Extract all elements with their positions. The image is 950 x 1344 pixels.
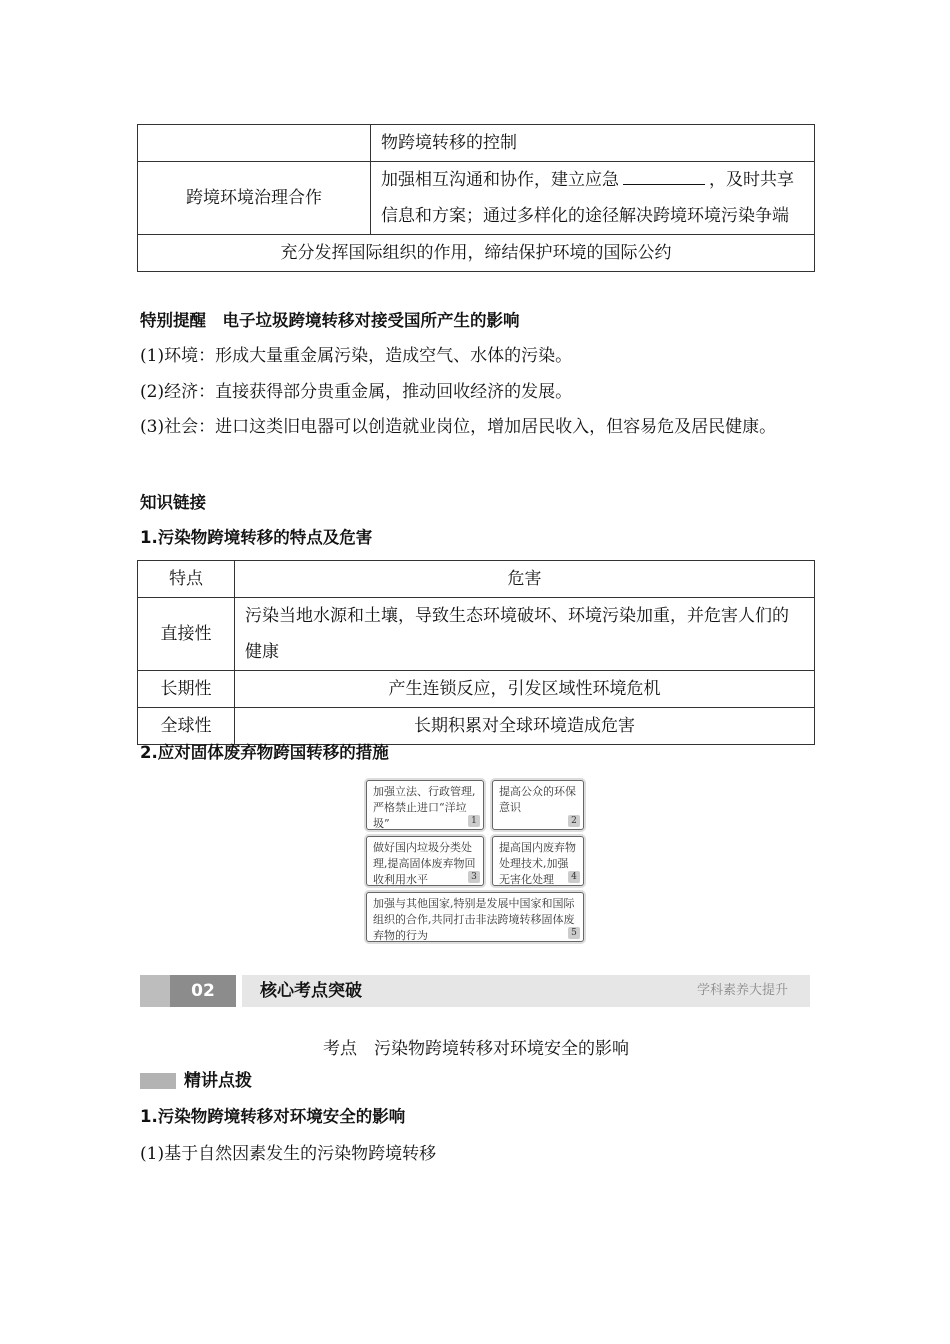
measure-text: 提高公众的环保意识 <box>499 785 576 814</box>
heading-marker <box>140 1073 176 1089</box>
text-after-blank: ，及时共享信息和方案；通过多样化的途径解决跨境环境污染争端 <box>381 170 794 226</box>
measure-text: 加强立法、行政管理,严格禁止进口“洋垃圾” <box>373 785 476 830</box>
table-cell: 物跨境转移的控制 <box>371 125 815 162</box>
section-band <box>140 975 810 1007</box>
fill-in-blank[interactable] <box>623 164 705 185</box>
measure-number: 3 <box>468 871 480 883</box>
measures-diagram <box>364 778 586 944</box>
measure-number: 4 <box>568 871 580 883</box>
measure-box <box>366 780 484 830</box>
section-title: 核心考点突破 <box>260 981 362 1001</box>
measure-number: 5 <box>568 927 580 939</box>
table-row <box>138 708 815 745</box>
table-cell <box>138 125 371 162</box>
table-header: 特点 <box>138 561 235 598</box>
measure-box <box>492 780 584 830</box>
point-heading: 1.污染物跨境转移对环境安全的影响 <box>140 1107 406 1126</box>
knowledge-subheading: 1.污染物跨境转移的特点及危害 <box>140 528 373 547</box>
knowledge-heading: 知识链接 <box>140 493 206 512</box>
table-cell: 长期性 <box>138 671 235 708</box>
measure-number: 1 <box>468 815 480 827</box>
tips-heading: 特别提醒 电子垃圾跨境转移对接受国所产生的影响 <box>140 311 520 330</box>
measure-box <box>366 892 584 942</box>
table-cell: 长期积累对全球环境造成危害 <box>235 708 815 745</box>
measure-box <box>492 836 584 886</box>
band-decoration <box>140 975 170 1007</box>
table-cell: 直接性 <box>138 598 235 671</box>
table-header: 危害 <box>235 561 815 598</box>
topic-title: 考点 污染物跨境转移对环境安全的影响 <box>323 1039 629 1059</box>
measure-text: 加强与其他国家,特别是发展中国家和国际组织的合作,共同打击非法跨境转移固体废弃物的行为 <box>373 897 575 942</box>
tips-item: (3)社会：进口这类旧电器可以创造就业岗位，增加居民收入，但容易危及居民健康。 <box>140 417 777 437</box>
table-row <box>138 235 815 272</box>
measure-number: 2 <box>568 815 580 827</box>
cooperation-table <box>137 124 815 272</box>
knowledge-subheading: 2.应对固体废弃物跨国转移的措施 <box>140 743 389 762</box>
table-row <box>138 162 815 235</box>
table-cell: 产生连锁反应，引发区域性环境危机 <box>235 671 815 708</box>
band-divider <box>236 975 242 1007</box>
point-subheading: (1)基于自然因素发生的污染物跨境转移 <box>140 1144 437 1164</box>
section-subtitle: 学科素养大提升 <box>696 983 788 998</box>
features-table <box>137 560 815 745</box>
table-row <box>138 671 815 708</box>
table-cell: 全球性 <box>138 708 235 745</box>
tips-item: (1)环境：形成大量重金属污染，造成空气、水体的污染。 <box>140 346 573 366</box>
table-cell <box>371 162 815 235</box>
table-row <box>138 598 815 671</box>
tips-item: (2)经济：直接获得部分贵重金属，推动回收经济的发展。 <box>140 382 573 402</box>
table-row <box>138 125 815 162</box>
measure-box <box>366 836 484 886</box>
subsection-heading: 精讲点拨 <box>184 1071 252 1091</box>
table-header-row <box>138 561 815 598</box>
table-cell: 跨境环境治理合作 <box>138 162 371 235</box>
measure-text: 提高国内废弃物处理技术,加强无害化处理 <box>499 841 576 886</box>
text-before-blank: 加强相互沟通和协作，建立应急 <box>381 170 619 190</box>
table-cell: 充分发挥国际组织的作用，缔结保护环境的国际公约 <box>138 235 815 272</box>
measure-text: 做好国内垃圾分类处理,提高固体废弃物回收利用水平 <box>373 841 476 886</box>
section-number: 02 <box>170 975 236 1007</box>
table-cell: 污染当地水源和土壤，导致生态环境破坏、环境污染加重，并危害人们的健康 <box>235 598 815 671</box>
